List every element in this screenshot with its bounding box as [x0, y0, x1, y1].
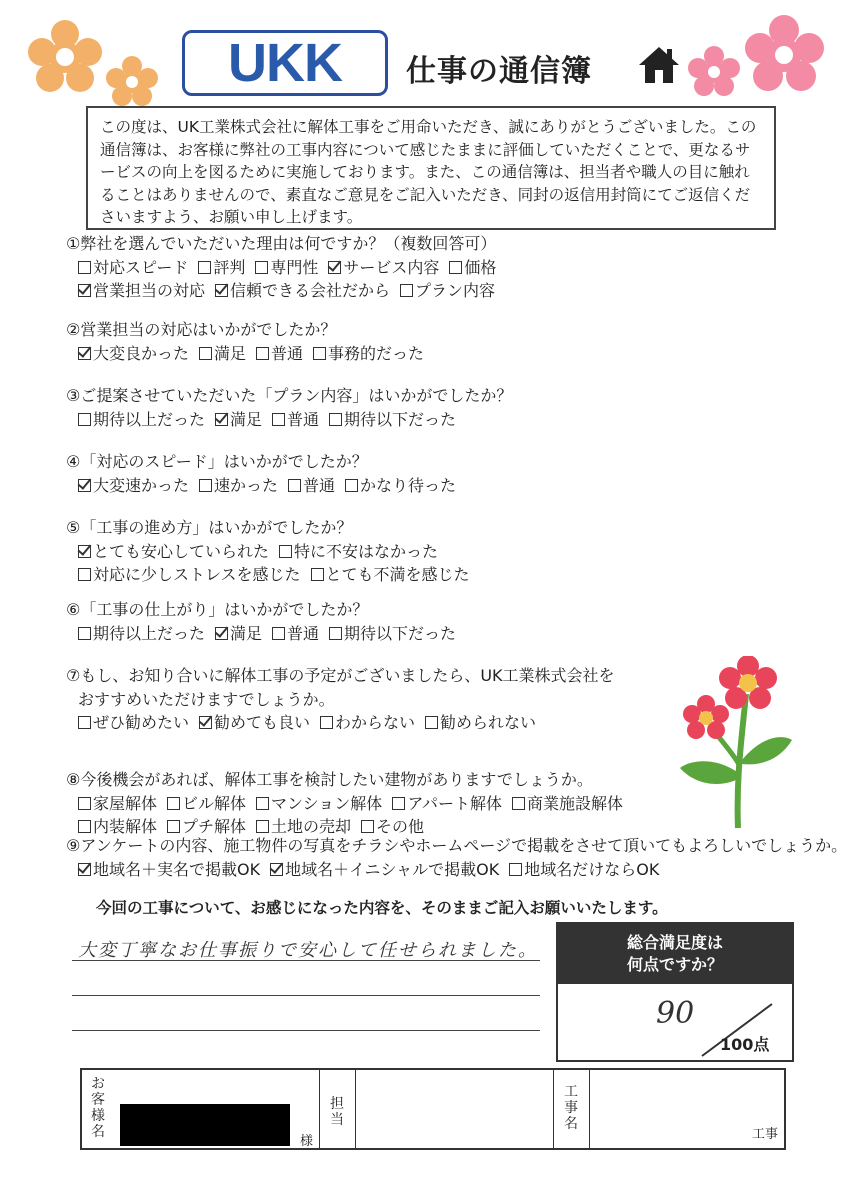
option-label: 家屋解体 [93, 793, 158, 813]
answer-option[interactable] [256, 342, 303, 366]
option-label: その他 [376, 817, 425, 836]
option-label: 満足 [214, 343, 247, 363]
answer-option[interactable] [199, 711, 310, 735]
question-title: ⑤「工事の進め方」はいかがでしたか？ [66, 518, 353, 537]
answer-option[interactable] [78, 540, 269, 564]
checkbox[interactable] [199, 347, 212, 360]
question-3 [66, 384, 512, 431]
checked-checkbox[interactable] [215, 284, 228, 297]
answer-option[interactable] [78, 792, 157, 816]
checkbox[interactable] [329, 413, 342, 426]
checkbox[interactable] [512, 797, 525, 810]
option-label: マンション解体 [271, 793, 383, 813]
option-label: アパート解体 [407, 793, 503, 813]
question-title: ①弊社を選んでいただいた理由は何ですか？（複数回答可） [66, 234, 497, 253]
checkbox[interactable] [256, 797, 269, 810]
option-label: 価格 [464, 257, 497, 277]
answer-option[interactable] [215, 279, 390, 303]
ukk-logo [182, 30, 388, 96]
answer-option[interactable] [78, 858, 260, 882]
option-label: かなり待った [360, 475, 457, 495]
checkbox[interactable] [345, 479, 358, 492]
checkbox[interactable] [288, 479, 301, 492]
satisfaction-score-box [556, 922, 794, 1062]
option-row [78, 279, 506, 303]
option-label: 地域名＋イニシャルで掲載OK [285, 859, 500, 879]
question-6 [66, 598, 466, 645]
option-label: とても不満を感じた [325, 565, 470, 584]
answer-option[interactable] [215, 622, 262, 646]
option-label: 商業施設解体 [527, 793, 624, 813]
comment-line-3 [72, 1030, 540, 1031]
project-label-cell [554, 1070, 590, 1148]
answer-option[interactable] [509, 858, 659, 882]
option-label: 期待以上だった [93, 409, 206, 429]
option-label: プチ解体 [182, 817, 247, 836]
answer-option[interactable] [198, 256, 245, 280]
option-label: 期待以下だった [344, 409, 457, 429]
answer-option[interactable] [78, 711, 189, 735]
question-title: ⑨アンケートの内容、施工物件の写真をチラシやホームページで掲載をさせて頂いてもよろしいでしょうか。 [66, 836, 848, 855]
score-max: 100点 [720, 1035, 770, 1054]
option-label: 普通 [271, 343, 304, 363]
intro-message: この度は、UK工業株式会社に解体工事をご用命いただき、誠にありがとうございました。この通信簿は、お客様に弊社の工事内容について感じたままに評価していただくことで、更なるサービスの向上を図るために実施しております。また、この通信簿は、担当者や職人の目に触れることはありませんので、素直なご意見をご記入いただき、同封の返信用封筒にてご返信くださいますよう、お願い申し上げます。 [86, 106, 776, 230]
option-row [78, 540, 480, 564]
question-title: ②営業担当の対応はいかがでしたか？ [66, 320, 337, 339]
checked-checkbox[interactable] [78, 479, 91, 492]
option-label: 地域名＋実名で掲載OK [93, 859, 261, 879]
comment-heading: 今回の工事について、お感じになった内容を、そのままご記入お願いいたします。 [96, 899, 668, 917]
checkbox[interactable] [425, 716, 438, 729]
option-label: 専門性 [270, 257, 319, 277]
checkbox[interactable] [311, 568, 324, 581]
customer-name-cell [82, 1070, 320, 1148]
question-title: ③ご提案させていただいた「プラン内容」はいかがでしたか？ [66, 386, 513, 405]
option-label: 満足 [230, 409, 263, 429]
checkbox[interactable] [198, 261, 211, 274]
checkbox[interactable] [78, 797, 91, 810]
checked-checkbox[interactable] [78, 284, 91, 297]
answer-option[interactable] [313, 342, 424, 366]
option-row [78, 256, 506, 280]
option-row [78, 792, 633, 816]
option-label: 評判 [213, 257, 246, 277]
checkbox[interactable] [167, 820, 180, 833]
checkbox[interactable] [279, 545, 292, 558]
logo-text: UKK [228, 33, 342, 93]
checkbox[interactable] [167, 797, 180, 810]
option-label: とても安心していられた [93, 541, 270, 561]
checkbox[interactable] [449, 261, 462, 274]
answer-option[interactable] [256, 792, 382, 816]
answer-option[interactable] [392, 792, 502, 816]
answer-option[interactable] [345, 474, 456, 498]
pink-flowers-decoration [684, 10, 834, 106]
checkbox[interactable] [78, 568, 91, 581]
comment-handwritten: 大変丁寧なお仕事振りで安心して任せられました。 [78, 940, 538, 961]
answer-option[interactable] [255, 256, 318, 280]
checkbox[interactable] [272, 627, 285, 640]
option-label: 事務的だった [328, 343, 425, 363]
checked-checkbox[interactable] [270, 863, 283, 876]
project-suffix: 工事 [751, 1127, 778, 1142]
option-label: 大変速かった [93, 475, 190, 495]
option-label: 期待以下だった [344, 623, 457, 643]
answer-option[interactable] [199, 342, 246, 366]
option-row [78, 563, 480, 587]
checkbox[interactable] [400, 284, 413, 297]
checkbox[interactable] [313, 347, 326, 360]
staff-label-cell [320, 1070, 356, 1148]
option-label: 対応に少しストレスを感じた [93, 565, 301, 584]
question-7 [66, 664, 615, 735]
answer-option[interactable] [78, 563, 301, 587]
redacted-name [120, 1104, 290, 1146]
score-heading: 総合満足度は 何点ですか？ [558, 924, 792, 984]
option-row [78, 858, 847, 882]
option-row [78, 622, 466, 646]
option-label: 特に不安はなかった [294, 541, 439, 561]
flower-illustration [676, 656, 796, 832]
answer-option[interactable] [512, 792, 623, 816]
checkbox[interactable] [78, 627, 91, 640]
option-row [78, 408, 512, 432]
option-label: 大変良かった [93, 343, 190, 363]
checkbox[interactable] [392, 797, 405, 810]
answer-option[interactable] [272, 622, 319, 646]
customer-name-label: お 客 様 名 [91, 1076, 105, 1140]
option-label: 勧めても良い [214, 713, 311, 732]
project-value-cell [590, 1070, 784, 1148]
answer-option[interactable] [167, 792, 246, 816]
answer-option[interactable] [272, 408, 319, 432]
checkbox[interactable] [256, 820, 269, 833]
option-label: 普通 [303, 475, 336, 495]
comment-line-1 [72, 960, 540, 961]
checkbox[interactable] [199, 479, 212, 492]
checked-checkbox[interactable] [215, 413, 228, 426]
answer-option[interactable] [279, 540, 438, 564]
project-label: 工 事 名 [564, 1084, 578, 1132]
staff-value-cell [356, 1070, 554, 1148]
answer-option[interactable] [329, 408, 456, 432]
checked-checkbox[interactable] [215, 627, 228, 640]
checkbox[interactable] [255, 261, 268, 274]
option-label: 営業担当の対応 [93, 281, 206, 300]
checkbox[interactable] [509, 863, 522, 876]
option-label: 内装解体 [93, 817, 158, 836]
checked-checkbox[interactable] [328, 261, 341, 274]
answer-option[interactable] [320, 711, 415, 735]
comment-line-2 [72, 995, 540, 996]
option-label: ビル解体 [182, 793, 247, 813]
question-title-cont: おすすめいただけますでしょうか。 [78, 689, 335, 709]
answer-option[interactable] [78, 474, 189, 498]
answer-option[interactable] [270, 858, 499, 882]
answer-option[interactable] [78, 408, 205, 432]
question-8 [66, 768, 633, 839]
checked-checkbox[interactable] [78, 347, 91, 360]
option-label: 勧められない [440, 713, 537, 732]
answer-option[interactable] [449, 256, 496, 280]
option-label: 速かった [214, 475, 279, 495]
checkbox[interactable] [78, 261, 91, 274]
answer-option[interactable] [199, 474, 278, 498]
answer-option[interactable] [400, 279, 495, 303]
option-label: 対応スピード [93, 257, 189, 277]
option-label: 地域名だけならOK [524, 859, 660, 879]
option-label: 期待以上だった [93, 623, 206, 643]
option-label: 土地の売却 [271, 817, 352, 836]
question-5 [66, 516, 480, 587]
checked-checkbox[interactable] [78, 545, 91, 558]
option-label: プラン内容 [415, 281, 496, 300]
option-label: わからない [335, 713, 416, 732]
option-row [78, 342, 434, 366]
question-4 [66, 450, 466, 497]
option-label: サービス内容 [343, 257, 440, 277]
answer-option[interactable] [425, 711, 536, 735]
question-2 [66, 318, 434, 365]
orange-flowers-decoration [20, 12, 170, 108]
checkbox[interactable] [320, 716, 333, 729]
option-label: 満足 [230, 623, 263, 643]
option-row [78, 474, 466, 498]
answer-option[interactable] [78, 256, 188, 280]
customer-info-table [80, 1068, 786, 1150]
answer-option[interactable] [78, 279, 205, 303]
option-label: 信頼できる会社だから [230, 281, 391, 300]
option-row [78, 711, 615, 735]
customer-suffix: 様 [300, 1134, 314, 1149]
question-title: ④「対応のスピード」はいかがでしたか？ [66, 452, 368, 471]
answer-option[interactable] [328, 256, 439, 280]
checkbox[interactable] [361, 820, 374, 833]
checkbox[interactable] [329, 627, 342, 640]
checked-checkbox[interactable] [199, 716, 212, 729]
checkbox[interactable] [272, 413, 285, 426]
option-label: 普通 [287, 623, 320, 643]
checkbox[interactable] [256, 347, 269, 360]
checkbox[interactable] [78, 413, 91, 426]
option-label: ぜひ勧めたい [93, 713, 190, 732]
answer-option[interactable] [288, 474, 335, 498]
checkbox[interactable] [78, 716, 91, 729]
option-label: 普通 [287, 409, 320, 429]
answer-option[interactable] [78, 342, 189, 366]
question-9 [66, 834, 847, 881]
score-value: 90 [656, 996, 695, 1031]
question-title: ⑥「工事の仕上がり」はいかがでしたか？ [66, 600, 369, 619]
answer-option[interactable] [329, 622, 456, 646]
question-title: ⑦もし、お知り合いに解体工事の予定がございましたら、UK工業株式会社を [66, 666, 615, 685]
answer-option[interactable] [78, 622, 205, 646]
staff-label: 担 当 [330, 1096, 344, 1128]
question-title: ⑧今後機会があれば、解体工事を検討したい建物がありますでしょうか。 [66, 770, 593, 789]
answer-option[interactable] [215, 408, 262, 432]
question-1 [66, 232, 506, 303]
answer-option[interactable] [311, 563, 470, 587]
checkbox[interactable] [78, 820, 91, 833]
page-title: 仕事の通信簿 [406, 54, 592, 89]
checked-checkbox[interactable] [78, 863, 91, 876]
house-icon [637, 43, 681, 87]
